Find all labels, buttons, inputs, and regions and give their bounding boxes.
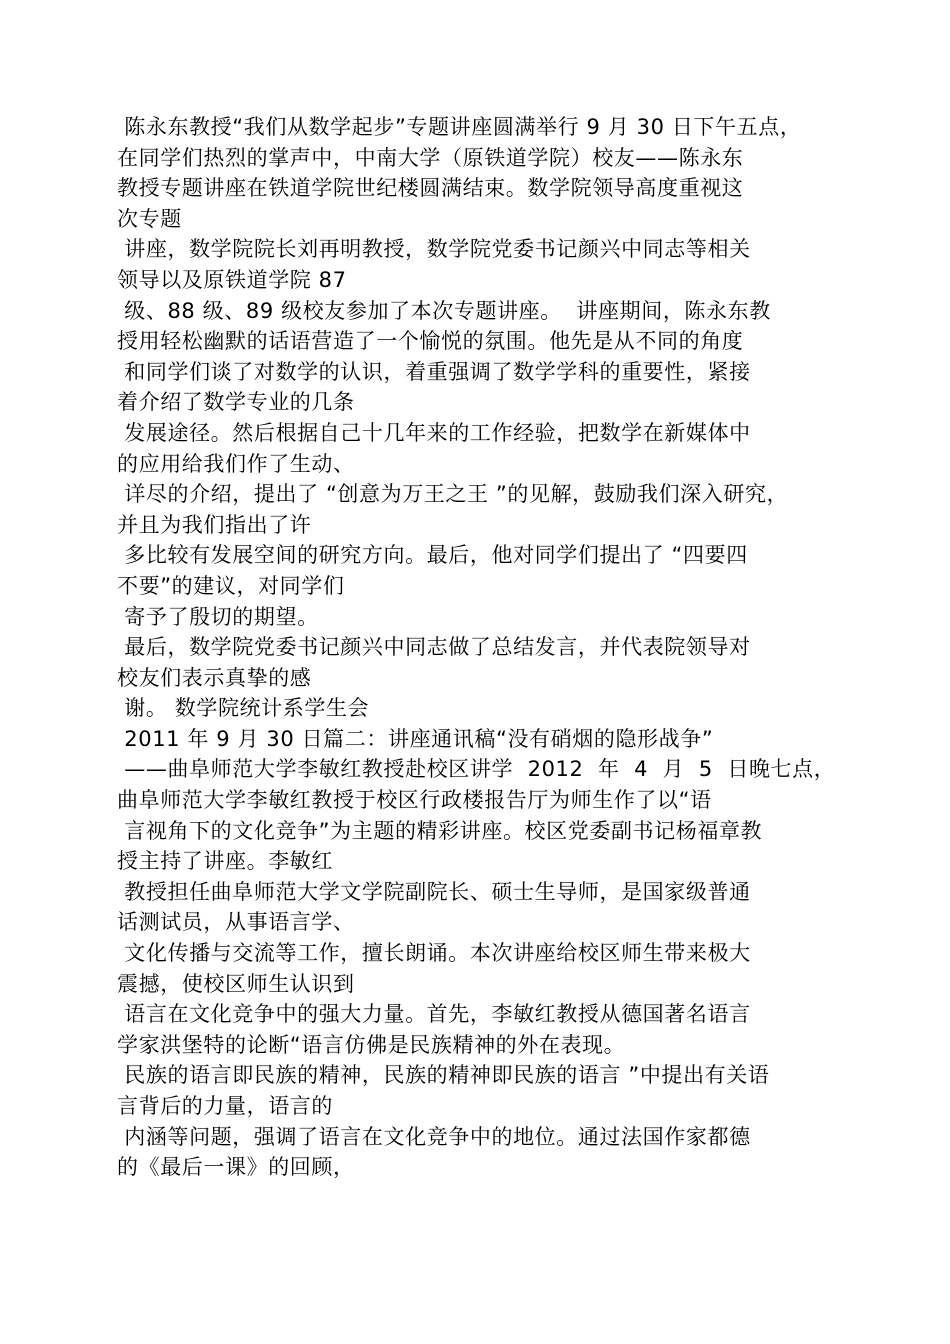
text-line: 多比较有发展空间的研究方向。最后，他对同学们提出了 “四要四 [117, 543, 748, 568]
text-line: 最后，数学院党委书记颜兴中同志做了总结发言，并代表院领导对 [117, 635, 751, 660]
text-line: 级、88 级、89 级校友参加了本次专题讲座。 讲座期间，陈永东教 [117, 298, 771, 323]
text-line: 着介绍了数学专业的几条 [117, 390, 355, 415]
text-line: 不要”的建议，对同学们 [117, 573, 345, 598]
text-line: 讲座，数学院院长刘再明教授，数学院党委书记颜兴中同志等相关 [117, 237, 751, 262]
text-line: 内涵等问题，强调了语言在文化竞争中的地位。通过法国作家都德 [117, 1124, 751, 1149]
text-line: 发展途径。然后根据自己十几年来的工作经验，把数学在新媒体中 [117, 420, 751, 445]
text-line: 寄予了殷切的期望。 [117, 604, 319, 629]
text-line: 曲阜师范大学李敏红教授于校区行政楼报告厅为师生作了以“语 [117, 788, 712, 813]
text-line: 校友们表示真挚的感 [117, 665, 312, 690]
text-line: 文化传播与交流等工作，擅长朗诵。本次讲座给校区师生带来极大 [117, 941, 751, 966]
text-line: 的应用给我们作了生动、 [117, 451, 355, 476]
text-line: 2011 年 9 月 30 日篇二：讲座通讯稿“没有硝烟的隐形战争” [117, 726, 714, 751]
text-line: 授主持了讲座。李敏红 [117, 849, 333, 874]
text-line: 语言在文化竞争中的强大力量。首先，李敏红教授从德国著名语言 [117, 1002, 751, 1027]
text-line: 震撼，使校区师生认识到 [117, 971, 355, 996]
text-line: 详尽的介绍，提出了 “创意为万王之王 ”的见解，鼓励我们深入研究， [117, 482, 789, 507]
text-line: 陈永东教授“我们从数学起步”专题讲座圆满举行 9 月 30 日下午五点， [117, 115, 802, 139]
text-line: 授用轻松幽默的话语营造了一个愉悦的氛围。他先是从不同的角度 [117, 329, 744, 354]
text-line: 教授专题讲座在铁道学院世纪楼圆满结束。数学院领导高度重视这 [117, 176, 744, 201]
text-line: 言视角下的文化竞争”为主题的精彩讲座。校区党委副书记杨福章教 [117, 818, 763, 843]
text-line: 并且为我们指出了许 [117, 512, 312, 537]
text-line: 民族的语言即民族的精神，民族的精神即民族的语言 ”中提出有关语 [117, 1063, 770, 1088]
text-line: 和同学们谈了对数学的认识，着重强调了数学学科的重要性，紧接 [117, 359, 751, 384]
text-line: 次专题 [117, 206, 182, 231]
text-line: 领导以及原铁道学院 87 [117, 267, 347, 292]
text-line: 言背后的力量，语言的 [117, 1094, 333, 1118]
text-line: 在同学们热烈的掌声中，中南大学（原铁道学院）校友——陈永东 [117, 145, 744, 170]
text-line: ——曲阜师范大学李敏红教授赴校区讲学 2012 年 4 月 5 日晚七点， [117, 757, 836, 782]
article-body [117, 112, 857, 1183]
text-line: 教授担任曲阜师范大学文学院副院长、硕士生导师，是国家级普通 [117, 879, 751, 904]
text-line: 谢。 数学院统计系学生会 [117, 696, 370, 721]
text-line: 学家洪堡特的论断“语言仿佛是民族精神的外在表现。 [117, 1032, 626, 1057]
text-line: 话测试员，从事语言学、 [117, 910, 355, 935]
text-line: 的《最后一课》的回顾， [117, 1155, 355, 1180]
